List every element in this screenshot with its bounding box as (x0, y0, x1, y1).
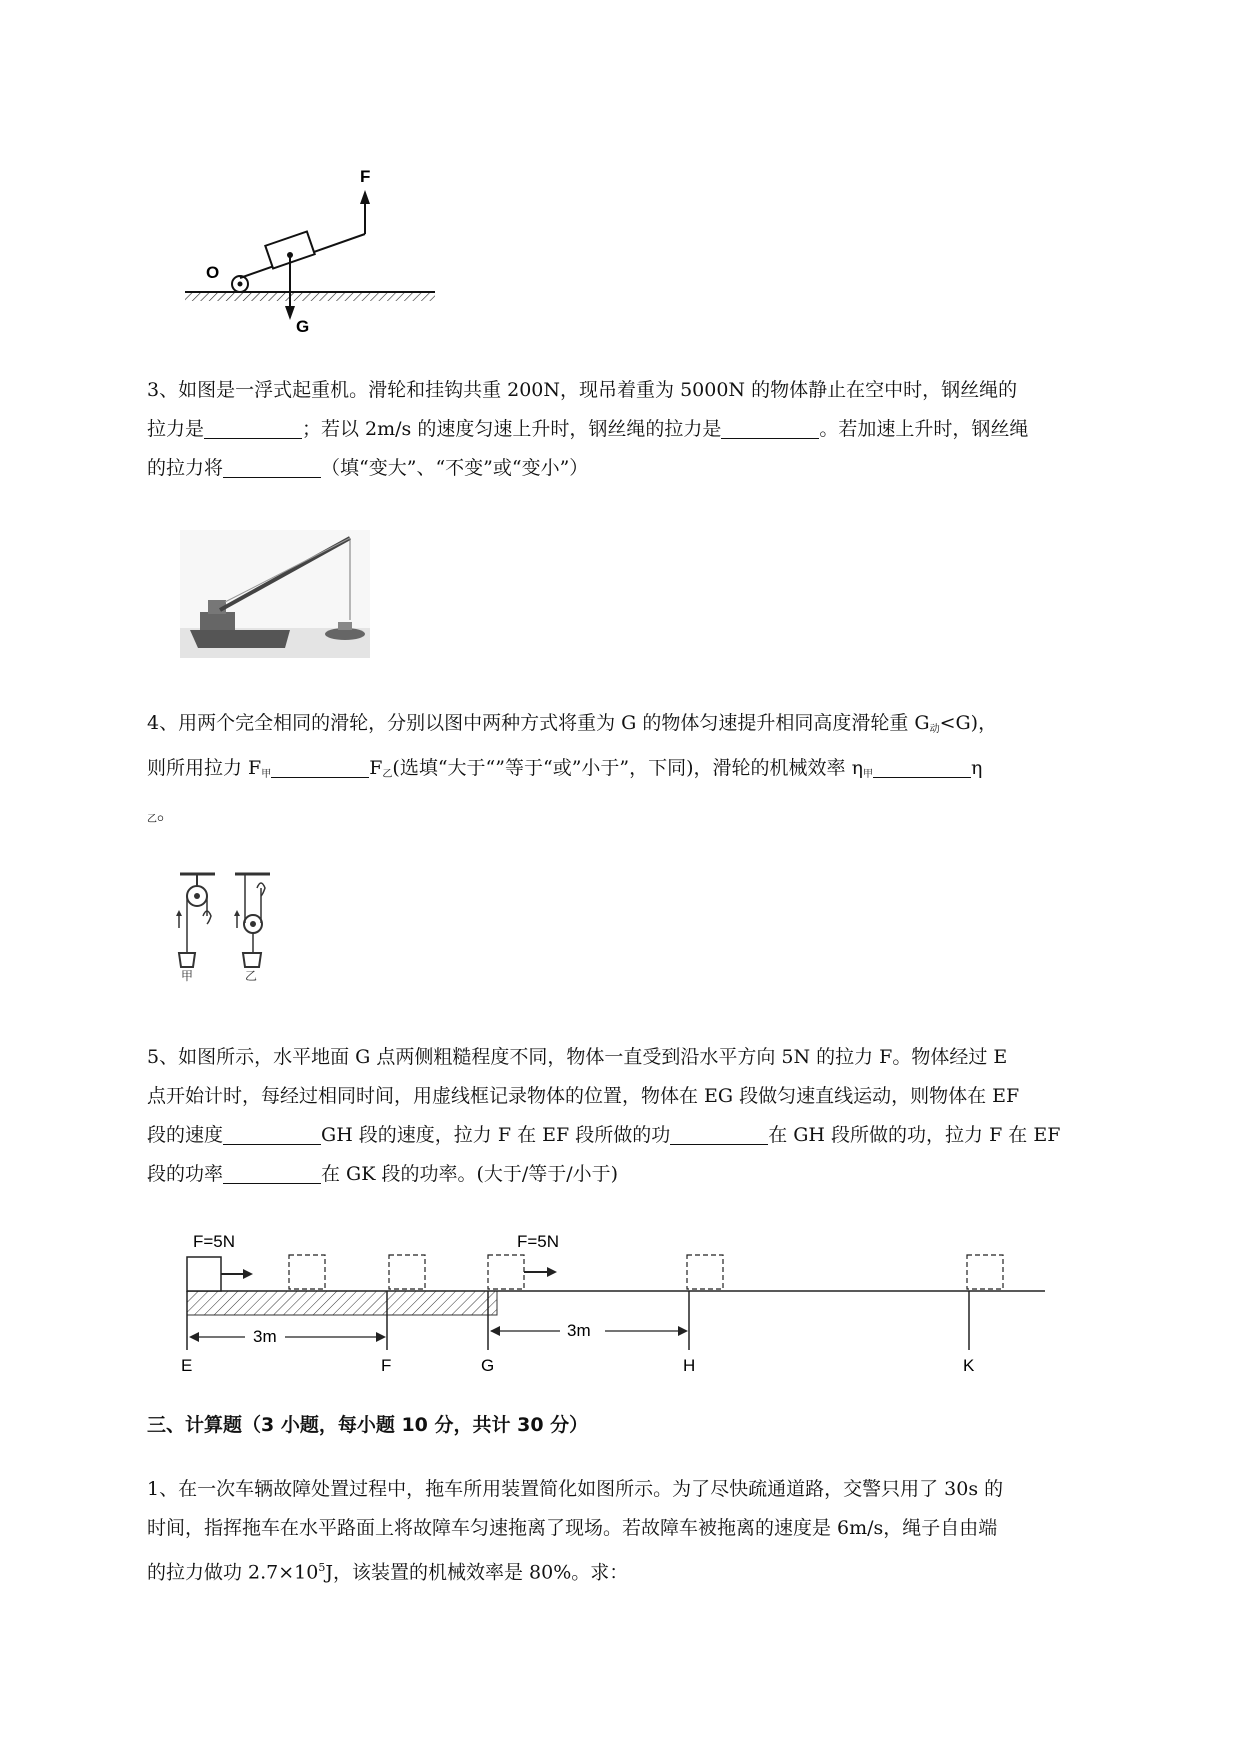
point-H: H (683, 1356, 696, 1375)
crane-image (180, 530, 370, 658)
dashed-box (967, 1255, 1003, 1289)
question-5: 5、如图所示，水平地面 G 点两侧粗糙程度不同，物体一直受到沿水平方向 5N 的拉力 F。物体经过 E 点开始计时，每经过相同时间，用虚线框记录物体的位置，物体在 EG 段做匀速直线运动，则物体在 EF 段的速度 GH 段的速度，拉力 F 在 EF 段所做的功 在 GH 段所做的功，拉力 F 在 EF 段的功率 在 GK 段的功率。(大于/等于/小于) (147, 1046, 1061, 1185)
label-F: F (360, 167, 371, 186)
dashed-box (289, 1255, 325, 1289)
lever-figure (180, 160, 450, 335)
dashed-box (687, 1255, 723, 1289)
point-K: K (963, 1356, 975, 1375)
question-4: 4、用两个完全相同的滑轮，分别以图中两种方式将重为 G 的物体匀速提升相同高度滑轮重 $G_动<G$)， 则所用拉力 $F_甲$ $F_乙$(选填“大于“”等于“或”小于”，下同)，滑轮的机械效率 $\eta_甲$ η $_乙$。 (147, 712, 998, 825)
answer-blank[interactable] (873, 759, 971, 778)
distance-label: 3m (567, 1321, 591, 1340)
point-E: E (181, 1356, 193, 1375)
answer-blank[interactable] (721, 420, 819, 439)
object-block (187, 1257, 221, 1291)
force-label: F=5N (193, 1232, 236, 1251)
answer-blank[interactable] (223, 1126, 321, 1145)
dashed-box (389, 1255, 425, 1289)
motion-figure (175, 1225, 1055, 1380)
label-yi: 乙 (245, 969, 258, 983)
rough-surface (187, 1291, 497, 1315)
label-jia: 甲 (181, 969, 194, 983)
force-label: F=5N (517, 1232, 560, 1251)
label-G: G (296, 317, 310, 335)
calc-question-1: 1、在一次车辆故障处置过程中，拖车所用装置简化如图所示。为了尽快疏通道路，交警只用了 30s 的 时间，指挥拖车在水平路面上将故障车匀速拖离了现场。若故障车被拖离的速度是 6m/s，绳子自由端 的拉力做功 $2.7\times 10^5J$，该装置的机械效率是 80%。求： (147, 1478, 1004, 1584)
dashed-box (488, 1255, 524, 1289)
answer-blank[interactable] (670, 1126, 768, 1145)
distance-label: 3m (253, 1327, 277, 1346)
question-3: 3、如图是一浮式起重机。滑轮和挂钩共重 200N，现吊着重为 5000N 的物体静止在空中时，钢丝绳的 拉力是 ；若以 2m/s 的速度匀速上升时，钢丝绳的拉力是 。若加速上升时，钢丝绳 的拉力将 （填“变大”、“不变”或“变小”） (147, 379, 1029, 479)
section-title: 三、计算题（3 小题，每小题 10 分，共计 30 分） (147, 1414, 589, 1436)
point-F: F (381, 1356, 392, 1375)
pulley-figure (175, 868, 285, 983)
label-O: O (206, 263, 220, 282)
answer-blank[interactable] (204, 420, 302, 439)
ground-hatch (185, 293, 435, 301)
answer-blank[interactable] (223, 459, 321, 478)
answer-blank[interactable] (223, 1165, 321, 1184)
answer-blank[interactable] (271, 759, 369, 778)
point-G: G (481, 1356, 495, 1375)
